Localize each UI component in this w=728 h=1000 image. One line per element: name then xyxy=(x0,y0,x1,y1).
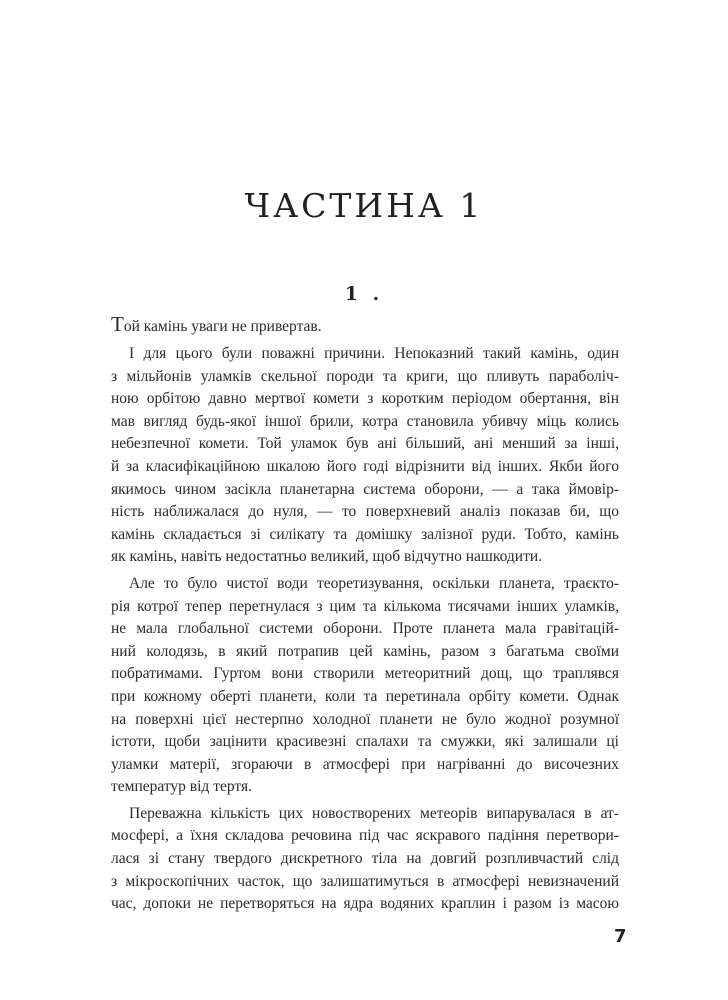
text-line: уламки матерії, згораючи в атмосфері при нагріванні до височезних xyxy=(111,755,619,773)
text-line: не мала глобальної системи оборони. Проте планета мала гравітацій- xyxy=(111,620,619,638)
chapter-number: 1 . xyxy=(344,283,384,305)
text-line: з мікроскопічних часток, що залишатимуться в атмосфері невизначений xyxy=(111,872,619,890)
text-line: як камінь, навіть недостатньо великий, щоб відчутно нашкодити. xyxy=(111,548,543,566)
text-line: рія котрої тепер перетнулася з цим та кількома тисячами інших уламків, xyxy=(111,597,619,615)
opening-line-row xyxy=(111,312,619,339)
opening-line-text: ой камінь уваги не привертав. xyxy=(123,318,322,335)
text-line: істоти, щоби зацінити красивезні спалахи та смужки, які залишали ці xyxy=(111,733,619,751)
text-line: камінь складається зі силікату та домішку залізної руди. Тобто, камінь xyxy=(111,525,619,543)
text-line: якимось чином засікла планетарна система оборони, — а така ймовір- xyxy=(111,480,619,498)
paragraph xyxy=(111,343,619,569)
text-line: ною орбітою давно мертвої комети з коротким періодом обертання, він xyxy=(111,390,619,408)
text-line: небезпечної комети. Той уламок був ані більший, ані менший за інші, xyxy=(111,435,619,453)
text-line: на поверхні цієї нестерпно холодної планети не було жодної розумної xyxy=(111,710,619,728)
text-line: мосфері, а їхня складова речовина під час яскравого падіння перетвори- xyxy=(111,827,619,845)
part-title: ЧАСТИНА 1 xyxy=(244,186,484,225)
page-number: 7 xyxy=(614,926,627,947)
text-line: при кожному оберті планети, коли та перетинала орбіту комети. Однак xyxy=(111,687,619,705)
text-line: час, допоки не перетворяться на ядра водяних краплин і разом із масою xyxy=(111,895,619,913)
text-line: побратимами. Гуртом вони створили метеоритний дощ, що траплявся xyxy=(111,665,619,683)
text-line: І для цього були поважні причини. Непоказний такий камінь, один xyxy=(129,345,619,362)
text-line: й за класифікаційною шкалою його годі відрізнити від інших. Якби його xyxy=(111,457,619,475)
drop-cap: Т xyxy=(111,312,124,336)
paragraph xyxy=(111,573,619,799)
paragraphs xyxy=(111,343,619,916)
body-text xyxy=(111,312,619,920)
text-line: ність наближалася до нуля, — то поверхневий аналіз показав би, що xyxy=(111,503,619,521)
text-line: Але то було чистої води теоретизування, оскільки планета, траєкто- xyxy=(129,574,619,592)
text-line: Переважна кількість цих новостворених метеорів випарувалася в ат- xyxy=(129,804,619,822)
text-line: лася зі стану твердого дискретного тіла на довгий розпливчастий слід xyxy=(111,850,619,868)
paragraph xyxy=(111,803,619,916)
text-line: температур від тертя. xyxy=(111,778,252,796)
text-line: з мільйонів уламків скельної породи та криги, що пливуть параболіч- xyxy=(111,367,619,385)
text-line: ний колодязь, в який потрапив цей камінь, разом з багатьма своїми xyxy=(111,642,619,660)
opening-line xyxy=(111,312,619,339)
text-line: мав вигляд будь-якої іншої брили, котра становила убивчу міць колись xyxy=(111,412,619,430)
